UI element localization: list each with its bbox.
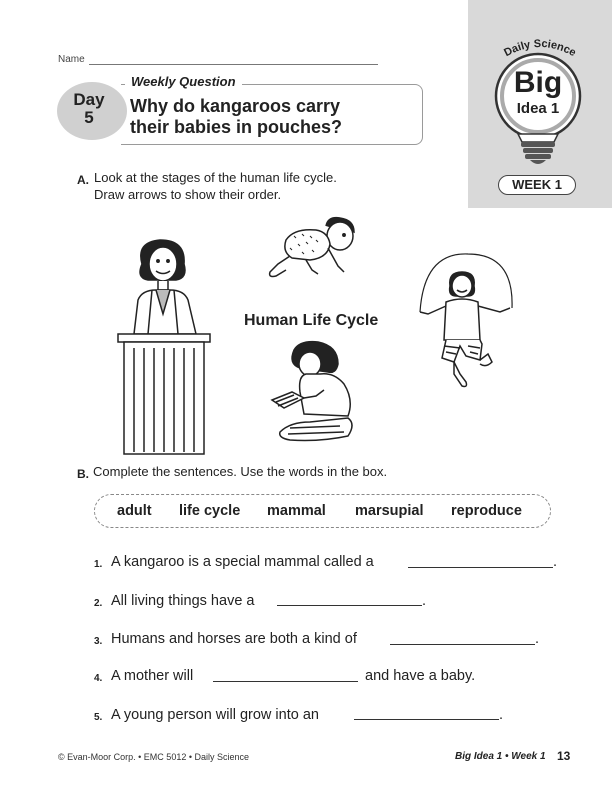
sentence-end: . [553,554,558,570]
word-bank-item: reproduce [451,503,522,519]
name-label: Name [58,54,85,65]
weekly-question-text [130,96,420,138]
answer-blank[interactable] [277,605,422,606]
daily-science-text: Daily Science [502,37,578,60]
human-life-cycle-title: Human Life Cycle [244,312,379,329]
sentence-text: A mother will [111,668,194,684]
word-bank-item: mammal [267,503,326,519]
sentence-end: . [535,631,540,647]
question-line-2: their babies in pouches? [130,117,343,137]
section-a-letter: A. [77,173,89,187]
sentence-end: . [422,593,427,609]
day-number: 5 [84,108,94,127]
week-badge: WEEK 1 [498,175,576,195]
adult-illustration [112,234,216,456]
section-a-instruction-1: Look at the stages of the human life cycle. [94,170,337,185]
section-b-instruction: Complete the sentences. Use the words in the box. [93,464,388,479]
child-jump-rope-illustration [414,250,522,390]
idea-label: Idea 1 [516,100,560,117]
footer-section: Big Idea 1 • Week 1 [455,751,546,762]
sentence-number: 3. [94,636,103,647]
sentence-text: Humans and horses are both a kind of [111,631,357,647]
day-label: Day [73,90,105,109]
word-bank-item: marsupial [355,503,424,519]
sentence-number: 4. [94,673,103,684]
baby-illustration [266,214,358,286]
sentence-number: 5. [94,712,103,723]
sentence-number: 2. [94,598,103,609]
section-a-instruction-2: Draw arrows to show their order. [94,187,282,202]
sentence-end: . [499,707,504,723]
name-field-line[interactable] [89,64,378,65]
footer-copyright: © Evan-Moor Corp. • EMC 5012 • Daily Science [58,752,250,762]
sentence-number: 1. [94,559,103,570]
question-line-1: Why do kangaroos carry [130,96,341,116]
weekly-question-label: Weekly Question [125,74,242,90]
answer-blank[interactable] [213,681,358,682]
word-bank-item: life cycle [179,503,241,519]
page-number: 13 [557,749,571,763]
big-label: Big [513,66,563,99]
sentence-text: All living things have a [111,593,255,609]
answer-blank[interactable] [390,644,535,645]
word-bank-item: adult [117,503,152,519]
child-reading-illustration [270,340,358,446]
answer-blank[interactable] [408,567,553,568]
sentence-end: and have a baby. [365,668,476,684]
sentence-text: A young person will grow into an [111,707,319,723]
section-b-letter: B. [77,467,89,481]
answer-blank[interactable] [354,719,499,720]
sentence-text: A kangaroo is a special mammal called a [111,554,374,570]
